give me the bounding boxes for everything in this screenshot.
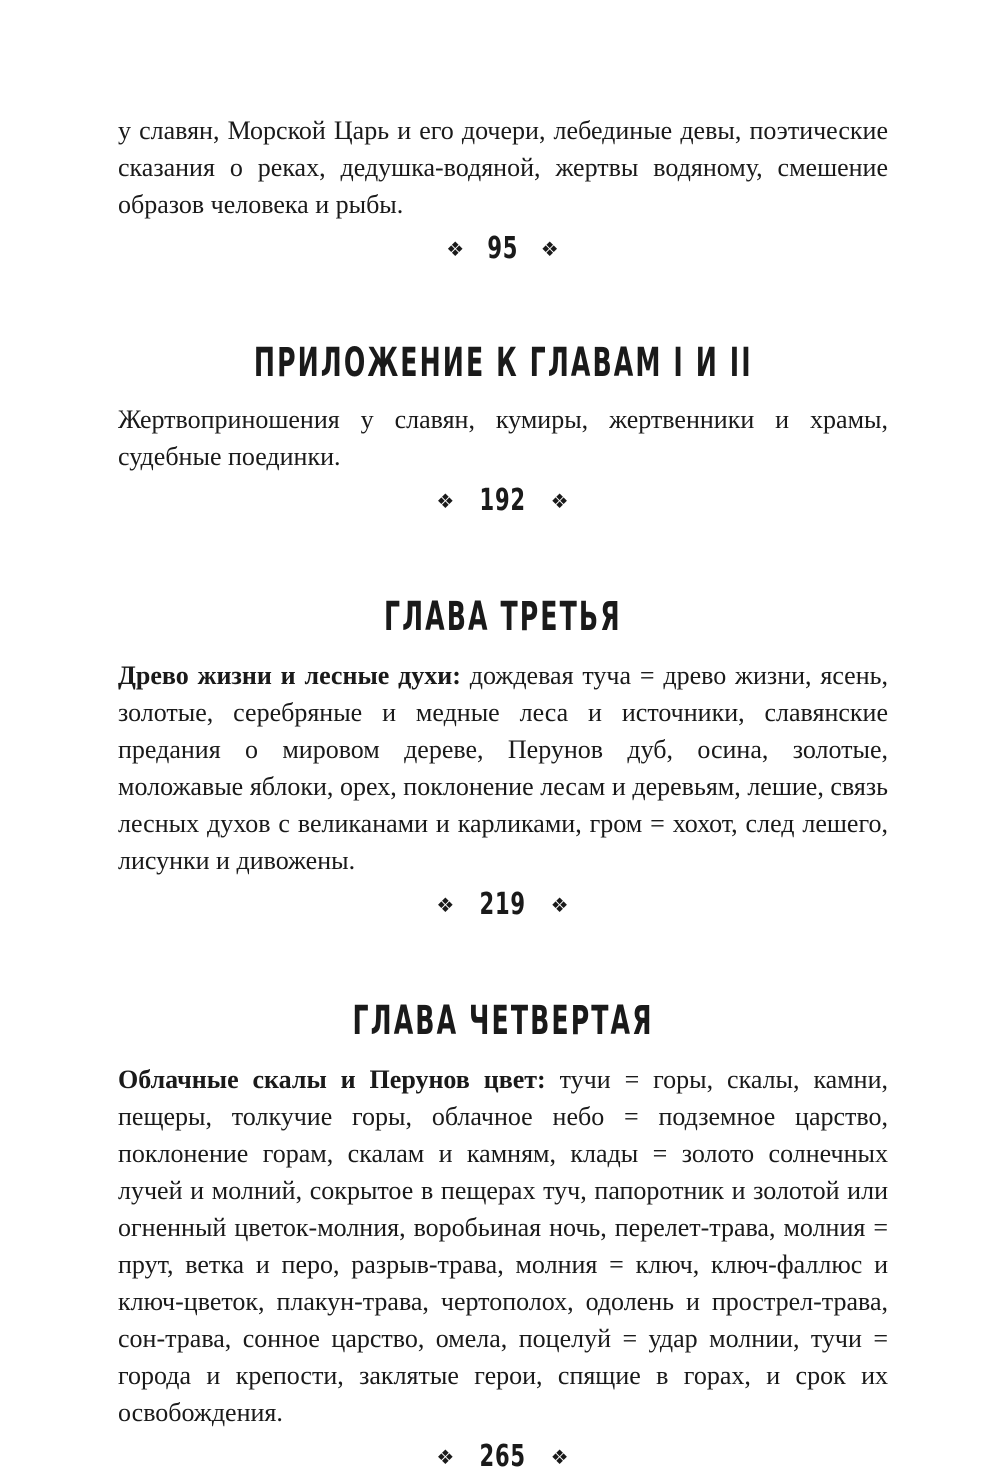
page-number: 219 [479, 887, 527, 922]
page-number: 95 [487, 231, 519, 266]
left-diamond-ornament-icon: ❖ [436, 1445, 456, 1469]
right-diamond-ornament-icon: ❖ [550, 1445, 570, 1469]
left-diamond-ornament-icon: ❖ [436, 489, 456, 513]
intro-description: у славян, Морской Царь и его дочери, лебединые девы, поэтические сказания о реках, дедушка-водяной, жертвы водяному, смешение образов человека и рыбы. [118, 116, 888, 219]
chapter3-heading: ГЛАВА ТРЕТЬЯ [384, 594, 622, 640]
page-number: 265 [479, 1439, 527, 1474]
appendix-heading: ПРИЛОЖЕНИЕ К ГЛАВАМ I И II [253, 340, 753, 386]
right-diamond-ornament-icon: ❖ [550, 893, 570, 917]
appendix-page-number [118, 479, 888, 523]
right-diamond-ornament-icon: ❖ [540, 237, 560, 261]
right-diamond-ornament-icon: ❖ [550, 489, 570, 513]
appendix-description: Жертвоприношения у славян, кумиры, жертвенники и храмы, судебные поединки. [118, 405, 888, 471]
chapter3-lead: Древо жизни и лесные духи: [118, 661, 461, 690]
chapter3-text: дождевая туча = древо жизни, ясень, золотые, серебряные и медные леса и источники, славянские предания о мировом дереве, Перунов дуб, осина, золотые, моложавые яблоки, орех, поклонение лесам и деревьям, лешие, связь лесных духов с великанами и карликами, гром = хохот, след лешего, лисунки и дивожены. [118, 661, 888, 875]
chapter4-lead: Облачные скалы и Перунов цвет: [118, 1065, 546, 1094]
chapter3-page-number [118, 883, 888, 927]
table-of-contents-page [118, 112, 888, 1479]
chapter4-page-number [118, 1435, 888, 1479]
chapter4-text: тучи = горы, скалы, камни, пещеры, толкучие горы, облачное небо = подземное царство, поклонение горам, скалам и камням, клады = золото солнечных лучей и молний, сокрытое в пещерах туч, папоротник и золотой или огненный цветок-молния, воробьиная ночь, перелет-трава, молния = прут, ветка и перо, разрыв-трава, молния = ключ, ключ-фаллюс и ключ-цветок, плакун-трава, чертополох, одолень и прострел-трава, сон-трава, сонное царство, омела, поцелуй = удар молнии, тучи = города и крепости, заклятые герои, спящие в горах, и срок их освобождения. [118, 1065, 888, 1427]
chapter4-description [118, 1061, 888, 1431]
intro-page-number [118, 227, 888, 271]
chapter3-description [118, 657, 888, 879]
page-number: 192 [479, 483, 527, 518]
left-diamond-ornament-icon: ❖ [446, 237, 466, 261]
chapter4-heading: ГЛАВА ЧЕТВЕРТАЯ [352, 998, 654, 1044]
left-diamond-ornament-icon: ❖ [436, 893, 456, 917]
